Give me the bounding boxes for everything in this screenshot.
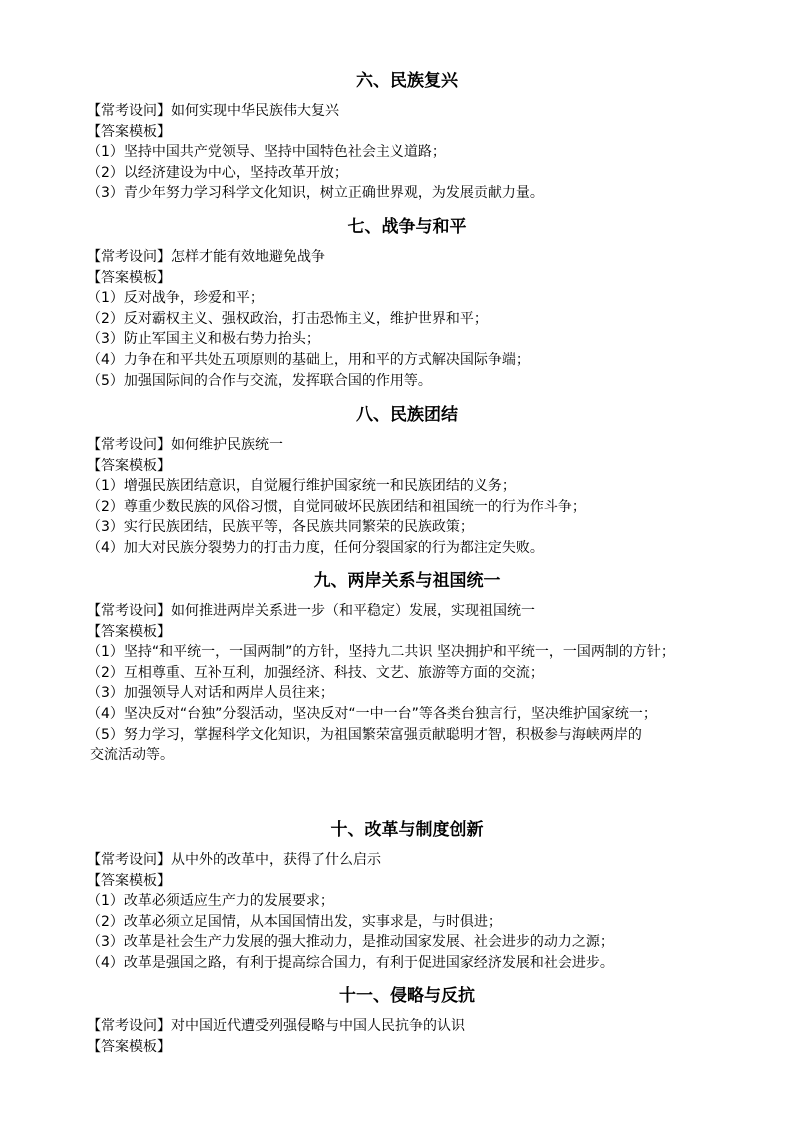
answer-item-continuation: 交流活动等。 xyxy=(90,747,174,764)
question-line xyxy=(0,101,794,122)
answer-item: （4）力争在和平共处五项原则的基础上，用和平的方式解决国际争端； xyxy=(87,351,530,368)
question-label: 【常考设问】 xyxy=(87,852,171,868)
section-heading: 八、民族团结 xyxy=(356,405,458,425)
section-heading: 九、两岸关系与祖国统一 xyxy=(313,571,501,591)
question-text: 如何维护民族统一 xyxy=(171,437,283,453)
question-label: 【常考设问】 xyxy=(87,603,171,619)
section-heading: 六、民族复兴 xyxy=(356,71,458,91)
question-line xyxy=(0,247,794,268)
answer-label: 【答案模板】 xyxy=(87,623,171,640)
answer-item: （2）尊重少数民族的风俗习惯，自觉同破坏民族团结和祖国统一的行为作斗争； xyxy=(87,498,586,515)
question-line xyxy=(0,435,794,456)
question-text: 从中外的改革中，获得了什么启示 xyxy=(171,852,381,868)
answer-item: （1）改革必须适应生产力的发展要求； xyxy=(87,893,334,910)
answer-item: （2）改革必须立足国情，从本国国情出发，实事求是，与时俱进； xyxy=(87,913,502,930)
question-label: 【常考设问】 xyxy=(87,249,171,265)
answer-item-text: （5）努力学习，掌握科学文化知识，为祖国繁荣富强贡献聪明才智，积极参与海峡两岸的 xyxy=(87,726,642,743)
answer-item: （4）坚决反对“台独”分裂活动，坚决反对“一中一台”等各类台独言行，坚决维护国家统一； xyxy=(87,705,657,722)
answer-item: （3）青少年努力学习科学文化知识，树立正确世界观，为发展贡献力量。 xyxy=(87,185,544,202)
question-text: 对中国近代遭受列强侵略与中国人民抗争的认识 xyxy=(171,1018,465,1034)
section-ethnic-unity xyxy=(0,404,794,559)
answer-label: 【答案模板】 xyxy=(87,123,171,140)
answer-label: 【答案模板】 xyxy=(87,872,171,889)
answer-item: （1）坚持中国共产党领导、坚持中国特色社会主义道路； xyxy=(87,144,446,161)
answer-item: （4）加大对民族分裂势力的打击力度，任何分裂国家的行为都注定失败。 xyxy=(87,539,544,556)
answer-item: （2）互相尊重、互补互利，加强经济、科技、文艺、旅游等方面的交流； xyxy=(87,664,544,681)
answer-label: 【答案模板】 xyxy=(87,1038,171,1055)
answer-item: （5）加强国际间的合作与交流，发挥联合国的作用等。 xyxy=(87,372,432,389)
answer-item: （1）增强民族团结意识，自觉履行维护国家统一和民族团结的义务； xyxy=(87,478,516,495)
answer-item: （3）防止军国主义和极右势力抬头； xyxy=(87,331,320,348)
question-text: 如何推进两岸关系进一步（和平稳定）发展，实现祖国统一 xyxy=(171,603,535,619)
answer-item: （1）坚持“和平统一，一国两制”的方针，坚持九二共识 坚决拥护和平统一，一国两制的方针； xyxy=(87,644,675,661)
section-heading: 十一、侵略与反抗 xyxy=(339,986,475,1006)
section-cross-strait-relations xyxy=(0,570,794,766)
section-national-rejuvenation xyxy=(0,70,794,204)
section-heading: 七、战争与和平 xyxy=(347,217,467,237)
answer-label: 【答案模板】 xyxy=(87,269,171,286)
question-text: 如何实现中华民族伟大复兴 xyxy=(171,103,339,119)
answer-item: （3）加强领导人对话和两岸人员往来； xyxy=(87,685,334,702)
answer-item: （3）改革是社会生产力发展的强大推动力，是推动国家发展、社会进步的动力之源； xyxy=(87,934,614,951)
section-heading: 十、改革与制度创新 xyxy=(330,820,484,840)
section-aggression-and-resistance xyxy=(0,985,794,1057)
question-label: 【常考设问】 xyxy=(87,437,171,453)
question-text: 怎样才能有效地避免战争 xyxy=(171,249,325,265)
answer-item: （2）反对霸权主义、强权政治，打击恐怖主义，维护世界和平； xyxy=(87,310,488,327)
question-label: 【常考设问】 xyxy=(87,103,171,119)
answer-item xyxy=(0,725,740,766)
answer-item: （1）反对战争，珍爱和平； xyxy=(87,290,264,307)
answer-item: （3）实行民族团结，民族平等，各民族共同繁荣的民族政策； xyxy=(87,519,474,536)
section-war-and-peace xyxy=(0,216,794,391)
question-line xyxy=(0,1016,794,1037)
section-reform-and-innovation xyxy=(0,819,794,974)
answer-item: （2）以经济建设为中心，坚持改革开放； xyxy=(87,164,348,181)
question-label: 【常考设问】 xyxy=(87,1018,171,1034)
answer-item: （4）改革是强国之路，有利于提高综合国力，有利于促进国家经济发展和社会进步。 xyxy=(87,954,614,971)
answer-label: 【答案模板】 xyxy=(87,457,171,474)
question-line xyxy=(0,601,794,622)
question-line xyxy=(0,850,794,871)
